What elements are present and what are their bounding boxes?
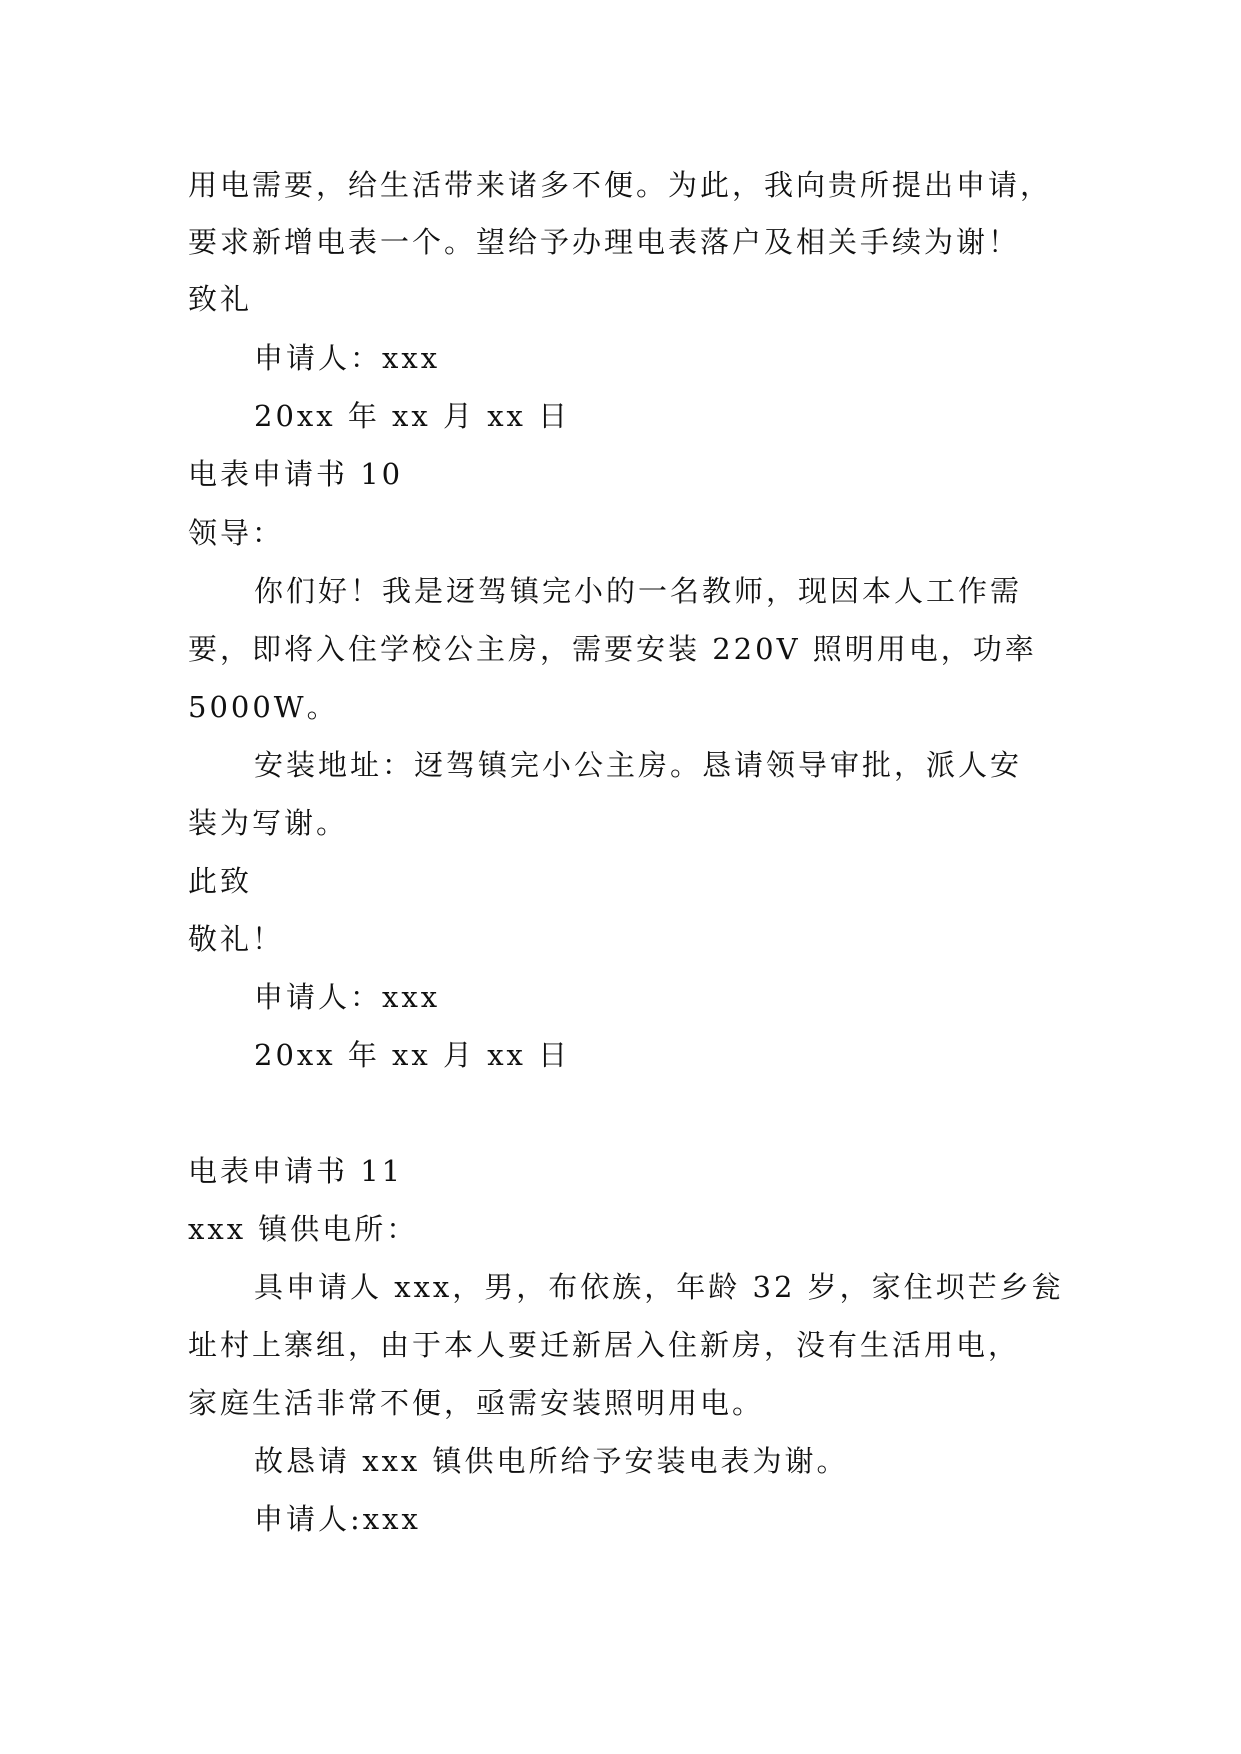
closing-line: 致礼 xyxy=(188,282,253,316)
section-title: 电表申请书 11 xyxy=(188,1154,404,1188)
paragraph-line: 故恳请 xxx 镇供电所给予安装电表为谢。 xyxy=(254,1444,849,1478)
paragraph-line: 你们好！我是迓驾镇完小的一名教师，现因本人工作需 xyxy=(254,574,1023,608)
paragraph-line: 要求新增电表一个。望给予办理电表落户及相关手续为谢！ xyxy=(188,225,1021,259)
salutation: xxx 镇供电所： xyxy=(188,1212,419,1246)
paragraph-line: 址村上寨组，由于本人要迁新居入住新房，没有生活用电， xyxy=(188,1328,1021,1362)
paragraph-line: 装为写谢。 xyxy=(188,806,349,840)
paragraph-line: 5000W。 xyxy=(188,690,339,724)
closing-line: 敬礼！ xyxy=(188,922,285,956)
paragraph-line: 用电需要，给生活带来诸多不便。为此，我向贵所提出申请， xyxy=(188,168,1053,202)
section-title: 电表申请书 10 xyxy=(188,457,404,491)
date-line: 20xx 年 xx 月 xx 日 xyxy=(254,399,571,433)
paragraph-line: 家庭生活非常不便，亟需安装照明用电。 xyxy=(188,1386,765,1420)
applicant-signature: 申请人：xxx xyxy=(254,980,441,1014)
paragraph-line: 要，即将入住学校公主房，需要安装 220V 照明用电，功率 xyxy=(188,632,1037,666)
date-line: 20xx 年 xx 月 xx 日 xyxy=(254,1038,571,1072)
applicant-signature: 申请人:xxx xyxy=(254,1502,421,1536)
paragraph-line: 具申请人 xxx，男，布依族，年龄 32 岁，家住坝芒乡瓮 xyxy=(254,1270,1064,1304)
applicant-signature: 申请人：xxx xyxy=(254,341,441,375)
salutation: 领导： xyxy=(188,516,285,550)
closing-line: 此致 xyxy=(188,864,253,898)
paragraph-line: 安装地址：迓驾镇完小公主房。恳请领导审批，派人安 xyxy=(254,748,1023,782)
